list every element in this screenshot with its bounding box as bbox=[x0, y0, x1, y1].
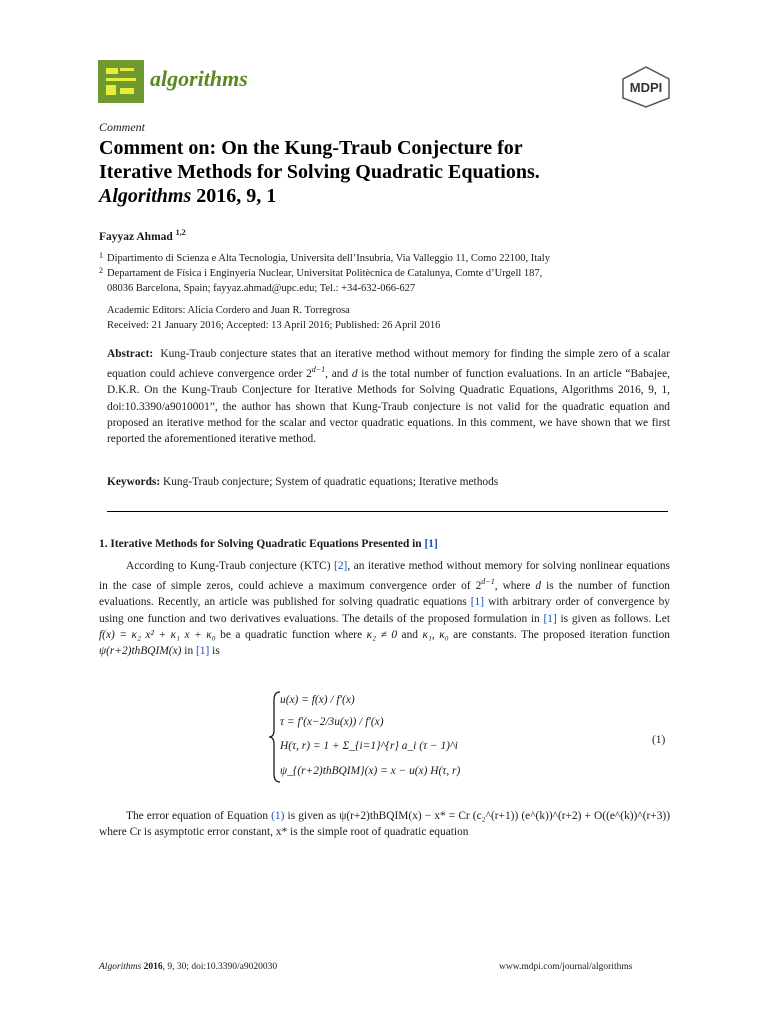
abstract: Abstract: Kung-Traub conjecture states that an iterative method without memory for finding the simple zero of a scalar equation could achieve convergence order $2^{d-1}$, and d is the total number of function evaluations. In an article “Babajee, D.K.R. On the Kung-Traub Conjecture for Iterative Methods for Solving Quadratic Equations, Algorithms 2016, 9, 1, doi:10.3390/a9010001”, the author has shown that Kung-Traub conjecture is not valid for the quadratic equation and proposed an iterative method for the scalar and vector quadratic equations. In this comment, we have shown that we first reported the aforementioned iterative method. bbox=[107, 348, 670, 446]
affiliation-2: 2 Departament de Física i Enginyeria Nuclear, Universitat Politècnica de Catalunya, Comte d’Urgell 187, 08036 Barcelona, Spain; fayyaz.ahmad@upc.edu; Tel.: +34-632-066-627 bbox=[99, 266, 543, 294]
equation-line-1: u(x) = f(x) / f′(x) bbox=[280, 694, 355, 706]
title-line-3 bbox=[99, 184, 669, 208]
section-heading: 1. Iterative Methods for Solving Quadratic Equations Presented in [1] bbox=[99, 538, 438, 550]
ref-link-1[interactable]: [1] bbox=[470, 596, 485, 609]
ref-link-2[interactable]: [2] bbox=[334, 560, 348, 572]
article-title bbox=[99, 136, 669, 208]
paragraph-2: The error equation of Equation (1) is given as ψ(r+2)thBQIM(x) − x* = Cr (c₂^(r+1)) (e^(k))^(r+2) + O((e^(k))^(r+3)) where Cr is asymptotic error constant, x* is the simple root of quadratic equation bbox=[99, 810, 670, 839]
keywords: Keywords: Kung-Traub conjecture; System of quadratic equations; Iterative methods bbox=[107, 476, 499, 488]
equation-line-2: τ = f′(x−2/3u(x)) / f′(x) bbox=[280, 716, 384, 728]
title-citation: 2016, 9, 1 bbox=[191, 185, 277, 207]
footer-url[interactable]: www.mdpi.com/journal/algorithms bbox=[499, 962, 633, 972]
equation-line-3: H(τ, r) = 1 + Σ_{i=1}^{r} a_i (τ − 1)^i bbox=[280, 740, 458, 752]
title-line-2: Iterative Methods for Solving Quadratic Equations. bbox=[99, 161, 540, 183]
article-type: Comment bbox=[99, 120, 145, 134]
abstract-label: Abstract: bbox=[107, 348, 154, 360]
keywords-label: Keywords: bbox=[107, 476, 161, 488]
title-journal: Algorithms bbox=[99, 185, 192, 207]
affiliation-1: 1 Dipartimento di Scienza e Alta Tecnologia, Universita dell’Insubria, Via Valleggio 11, Como 22100, Italy bbox=[99, 251, 550, 264]
paragraph-1: According to Kung-Traub conjecture (KTC) [2], an iterative method without memory for solving nonlinear equations in the case of simple zeros, could achieve a maximum convergence order of $2^{d-1}$, where d is the number of function evaluations. Recently, an article was published for solving quadratic equations [1] with arbitrary order of convergence by using one function and two derivatives evaluations. The details of the proposed formulation in [1] is given as follows. Let f(x) = κ₂ x² + κ₁ x + κ₀ be a quadratic function where κ₂ ≠ 0 and κ₁, κ₀ are constants. The proposed iteration function ψ(r+2)thBQIM(x) in [1] is bbox=[99, 560, 670, 658]
journal-logo-icon bbox=[98, 60, 144, 103]
equation-1 bbox=[280, 690, 480, 784]
academic-editors: Academic Editors: Alicia Cordero and Juan R. Torregrosa bbox=[107, 305, 350, 316]
author-name: Fayyaz Ahmad $^{1,2}$ bbox=[99, 228, 186, 243]
divider bbox=[107, 511, 668, 512]
equation-ref-link[interactable]: (1) bbox=[271, 810, 285, 822]
journal-name: algorithms bbox=[150, 66, 248, 91]
mdpi-logo-icon bbox=[621, 66, 671, 108]
title-line-1: Comment on: On the Kung-Traub Conjecture for bbox=[99, 137, 523, 159]
ref-link-1[interactable]: [1] bbox=[543, 612, 557, 625]
footer-citation: Algorithms 2016, 9, 30; doi:10.3390/a9020030 bbox=[99, 962, 278, 972]
ref-link-1[interactable]: [1] bbox=[424, 538, 438, 550]
ref-link-1[interactable]: [1] bbox=[196, 645, 210, 658]
author-affil-sup: 1,2 bbox=[175, 228, 186, 237]
article-dates: Received: 21 January 2016; Accepted: 13 April 2016; Published: 26 April 2016 bbox=[107, 320, 441, 331]
mdpi-logo-text: MDPI bbox=[629, 80, 663, 95]
equation-number: (1) bbox=[652, 734, 666, 746]
equation-line-4: ψ_{(r+2)thBQIM}(x) = x − u(x) H(τ, r) bbox=[280, 765, 461, 777]
